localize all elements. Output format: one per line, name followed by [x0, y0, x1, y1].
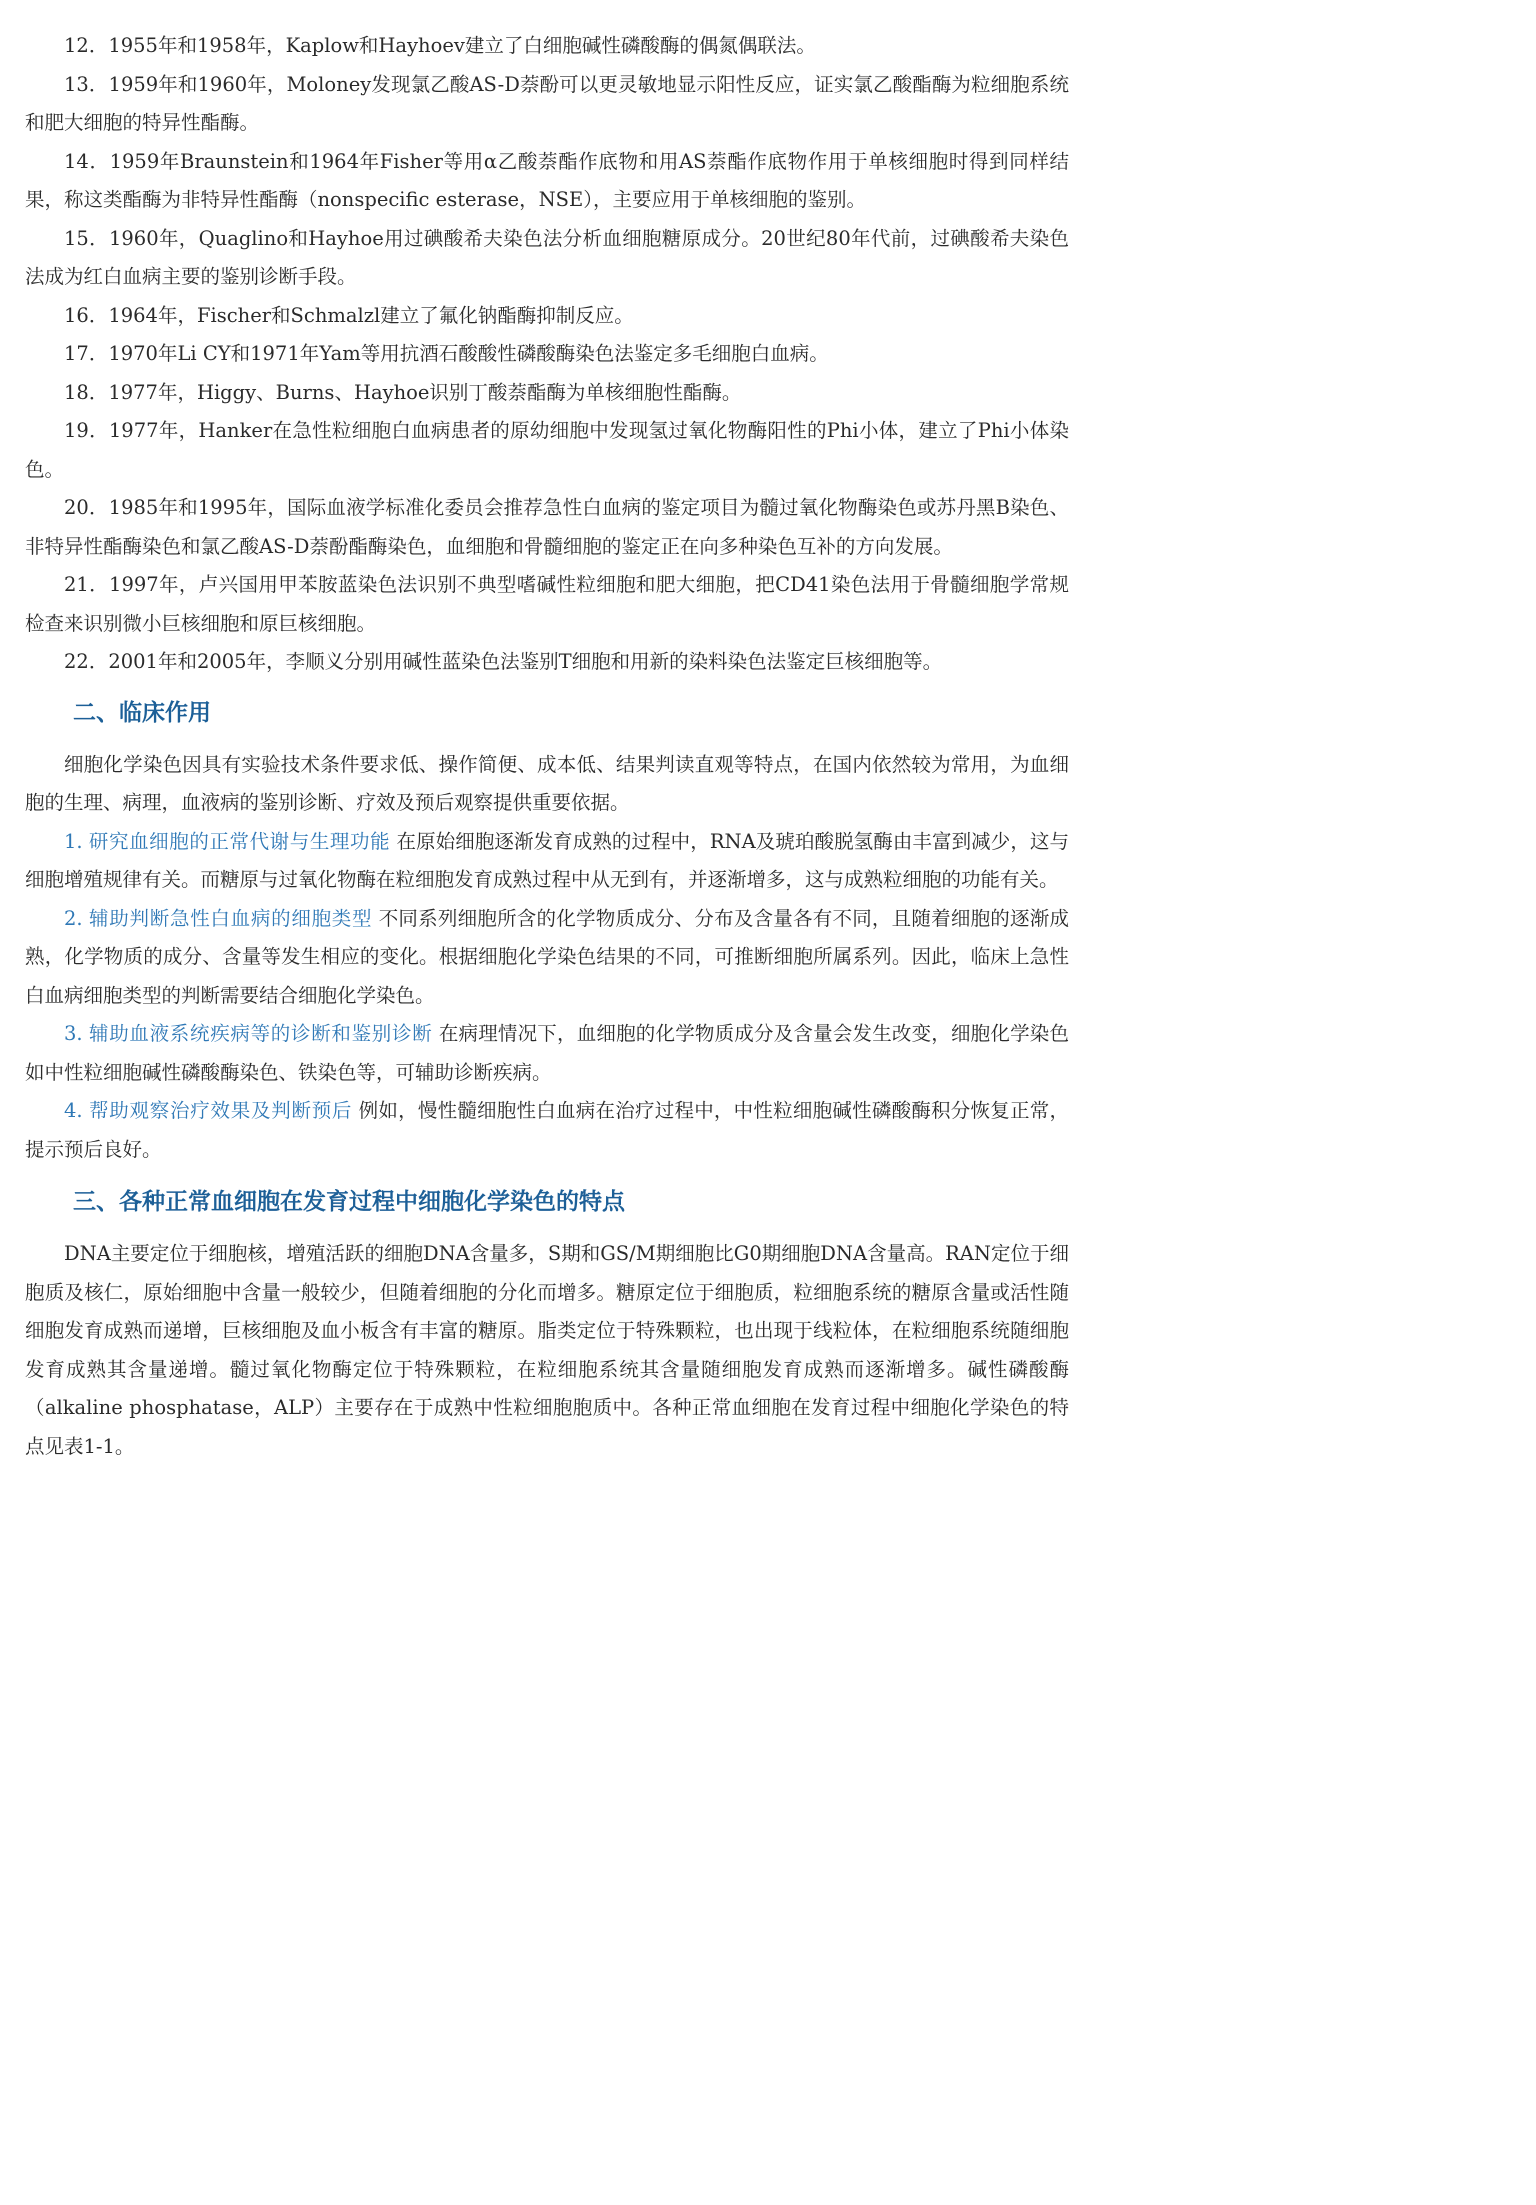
item-number: 4.: [64, 1099, 83, 1122]
history-item-14: 14．1959年Braunstein和1964年Fisher等用α乙酸萘酯作底物和用AS萘酯作底物作用于单核细胞时得到同样结果，称这类酯酶为非特异性酯酶（nonspecific esterase，NSE），主要应用于单核细胞的鉴别。: [25, 149, 1069, 211]
clinical-role-item-4: [25, 1092, 1069, 1169]
item-body: 在病理情况下，血细胞的化学物质成分及含量会发生改变，细胞化学染色如中性粒细胞碱性磷酸酶染色、铁染色等，可辅助诊断疾病。: [25, 1022, 1069, 1084]
item-body: 不同系列细胞所含的化学物质成分、分布及含量各有不同，且随着细胞的逐渐成熟，化学物质的成分、含量等发生相应的变化。根据细胞化学染色结果的不同，可推断细胞所属系列。因此，临床上急性白血病细胞类型的判断需要结合细胞化学染色。: [25, 906, 1069, 1007]
history-item-18: 18．1977年，Higgy、Burns、Hayhoe识别丁酸萘酯酶为单核细胞性酯酶。: [64, 380, 742, 404]
history-item-16: 16．1964年，Fischer和Schmalzl建立了氟化钠酯酶抑制反应。: [64, 303, 634, 327]
section-heading-staining-features: 三、各种正常血细胞在发育过程中细胞化学染色的特点: [73, 1189, 625, 1215]
history-item-13: 13．1959年和1960年，Moloney发现氯乙酸AS-D萘酚可以更灵敏地显示阳性反应，证实氯乙酸酯酶为粒细胞系统和肥大细胞的特异性酯酶。: [25, 72, 1069, 134]
item-title: 帮助观察治疗效果及判断预后: [89, 1099, 353, 1122]
history-item-17: 17．1970年Li CY和1971年Yam等用抗酒石酸酸性磷酸酶染色法鉴定多毛细胞白血病。: [64, 342, 829, 365]
section-heading-clinical-role: 二、临床作用: [73, 699, 211, 726]
history-item-19: 19．1977年，Hanker在急性粒细胞白血病患者的原幼细胞中发现氢过氧化物酶阳性的Phi小体，建立了Phi小体染色。: [25, 419, 1069, 481]
history-list: [25, 27, 1069, 682]
clinical-role-item-1: [25, 823, 1069, 900]
clinical-role-item-3: [25, 1015, 1069, 1092]
item-number: 3.: [64, 1022, 83, 1045]
item-number: 1.: [64, 829, 83, 853]
item-number: 2.: [64, 906, 83, 930]
item-body: 在原始细胞逐渐发育成熟的过程中，RNA及琥珀酸脱氢酶由丰富到减少，这与细胞增殖规律有关。而糖原与过氧化物酶在粒细胞发育成熟过程中从无到有，并逐渐增多，这与成熟粒细胞的功能有关。: [25, 829, 1070, 891]
history-item-12: 12．1955年和1958年，Kaplow和Hayhoev建立了白细胞碱性磷酸酶的偶氮偶联法。: [64, 34, 816, 57]
history-item-21: 21．1997年，卢兴国用甲苯胺蓝染色法识别不典型嗜碱性粒细胞和肥大细胞，把CD41染色法用于骨髓细胞学常规检查来识别微小巨核细胞和原巨核细胞。: [25, 573, 1069, 635]
clinical-role-item-2: [25, 900, 1069, 1016]
history-item-22: 22．2001年和2005年，李顺义分别用碱性蓝染色法鉴别T细胞和用新的染料染色法鉴定巨核细胞等。: [64, 650, 943, 673]
history-item-15: 15．1960年，Quaglino和Hayhoe用过碘酸希夫染色法分析血细胞糖原成分。20世纪80年代前，过碘酸希夫染色法成为红白血病主要的鉴别诊断手段。: [25, 226, 1069, 288]
staining-features-body: DNA主要定位于细胞核，增殖活跃的细胞DNA含量多，S期和GS/M期细胞比G0期细胞DNA含量高。RAN定位于细胞质及核仁，原始细胞中含量一般较少，但随着细胞的分化而增多。糖原定位于细胞质，粒细胞系统的糖原含量或活性随细胞发育成熟而递增，巨核细胞及血小板含有丰富的糖原。脂类定位于特殊颗粒，也出现于线粒体，在粒细胞系统随细胞发育成熟其含量递增。髓过氧化物酶定位于特殊颗粒，在粒细胞系统其含量随细胞发育成熟而逐渐增多。碱性磷酸酶（alkaline phosphatase，ALP）主要存在于成熟中性粒细胞胞质中。各种正常血细胞在发育过程中细胞化学染色的特点见表1-1。: [25, 1242, 1069, 1458]
item-title: 辅助判断急性白血病的细胞类型: [89, 906, 373, 930]
item-title: 辅助血液系统疾病等的诊断和鉴别诊断: [89, 1022, 433, 1045]
document-page: [25, 27, 1069, 1466]
clinical-role-intro: 细胞化学染色因具有实验技术条件要求低、操作简便、成本低、结果判读直观等特点，在国内依然较为常用，为血细胞的生理、病理，血液病的鉴别诊断、疗效及预后观察提供重要依据。: [25, 752, 1069, 814]
item-body: 例如，慢性髓细胞性白血病在治疗过程中，中性粒细胞碱性磷酸酶积分恢复正常，提示预后良好。: [25, 1099, 1069, 1161]
item-title: 研究血细胞的正常代谢与生理功能: [88, 829, 391, 853]
history-item-20: 20．1985年和1995年，国际血液学标准化委员会推荐急性白血病的鉴定项目为髓过氧化物酶染色或苏丹黑B染色、非特异性酯酶染色和氯乙酸AS-D萘酚酯酶染色，血细胞和骨髓细胞的鉴定正在向多种染色互补的方向发展。: [25, 496, 1069, 558]
